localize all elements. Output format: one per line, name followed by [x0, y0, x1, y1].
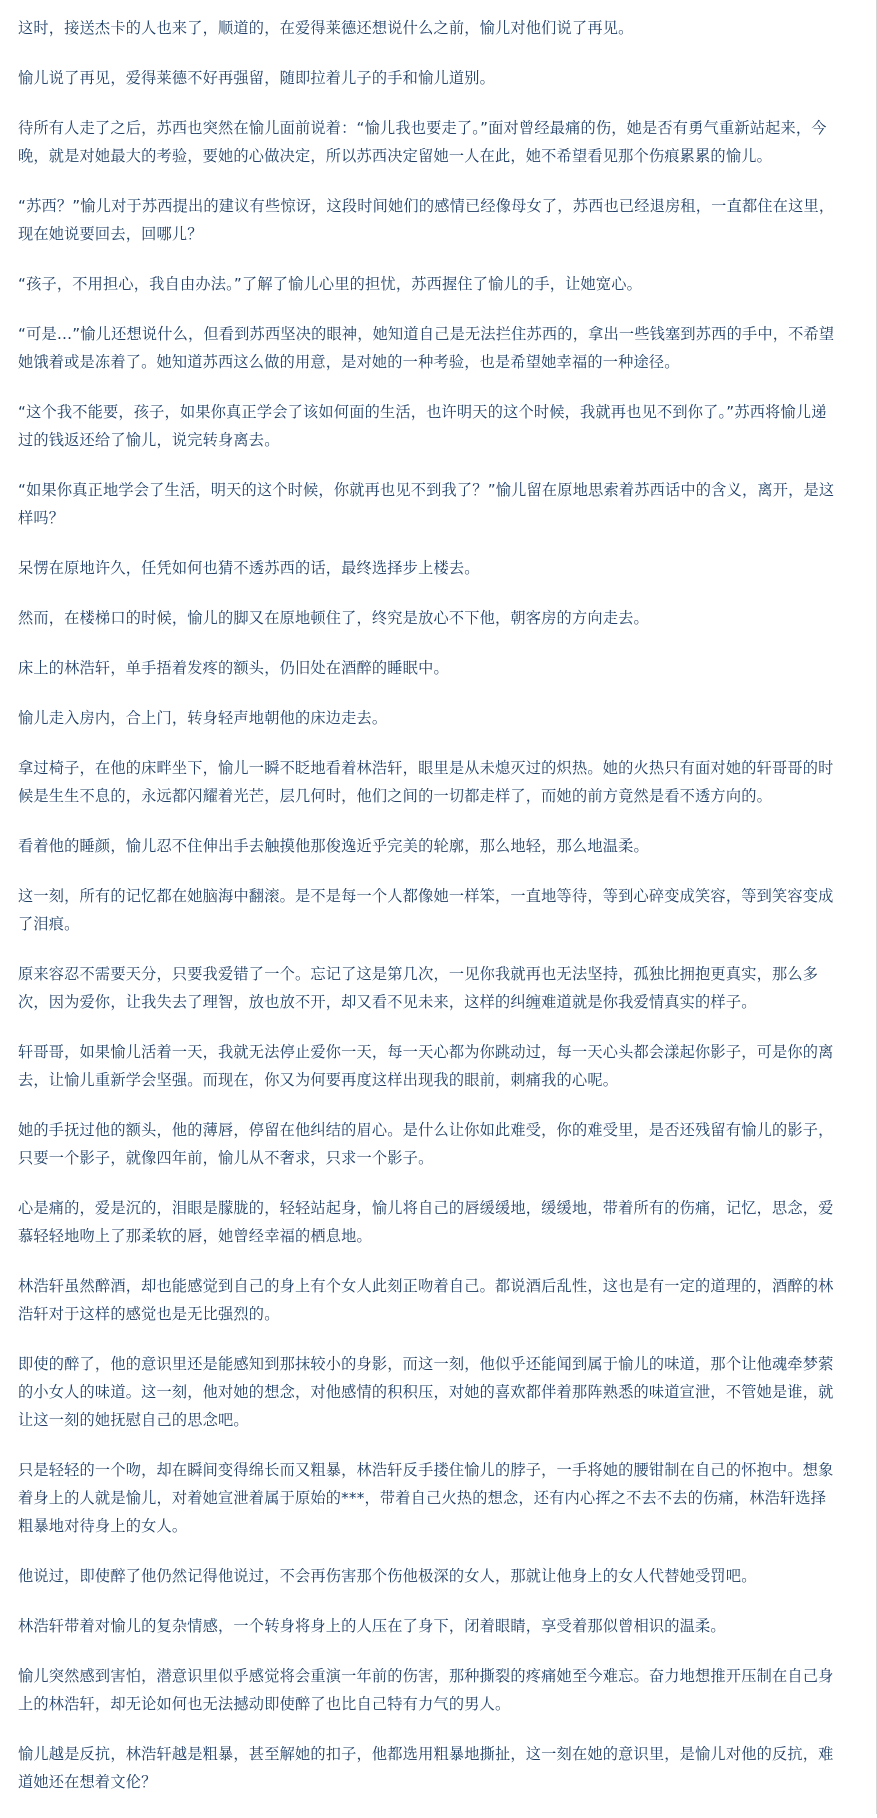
paragraph: “苏西？”愉儿对于苏西提出的建议有些惊讶，这段时间她们的感情已经像母女了，苏西也已经退房租，一直都住在这里，现在她说要回去，回哪儿？ [18, 197, 835, 243]
paragraph: 这一刻，所有的记忆都在她脑海中翻滚。是不是每一个人都像她一样笨，一直地等待，等到心碎变成笑容，等到笑容变成了泪痕。 [18, 887, 834, 933]
paragraph: 原来容忍不需要天分，只要我爱错了一个。忘记了这是第几次，一见你我就再也无法坚持，孤独比拥抱更真实，那么多次，因为爱你，让我失去了理智，放也放不开，却又看不见未来，这样的纠缠难道就是你我爱情真实的样子。 [18, 965, 819, 1011]
paragraph: 这时，接送杰卡的人也来了，顺道的，在爱得莱德还想说什么之前，愉儿对他们说了再见。 [18, 19, 634, 37]
paragraph: 林浩轩带着对愉儿的复杂情感，一个转身将身上的人压在了身下，闭着眼睛，享受着那似曾相识的温柔。 [18, 1617, 726, 1635]
article-body [18, 14, 840, 1818]
paragraph: 愉儿越是反抗，林浩轩越是粗暴，甚至解她的扣子，他都选用粗暴地撕扯，这一刻在她的意识里，是愉儿对他的反抗，难道她还在想着文伦？ [18, 1745, 834, 1791]
paragraph: “这个我不能要，孩子，如果你真正学会了该如何面的生活，也许明天的这个时候，我就再也见不到你了。”苏西将愉儿递过的钱返还给了愉儿，说完转身离去。 [18, 403, 827, 449]
paragraph: 他说过，即使醉了他仍然记得他说过，不会再伤害那个伤他极深的女人，那就让他身上的女人代替她受罚吧。 [18, 1567, 757, 1585]
paragraph: 愉儿突然感到害怕，潜意识里似乎感觉将会重演一年前的伤害，那种撕裂的疼痛她至今难忘。奋力地想推开压制在自己身上的林浩轩，却无论如何也无法撼动即使醉了也比自己特有力气的男人。 [18, 1667, 834, 1713]
paragraph: 看着他的睡颜，愉儿忍不住伸出手去触摸他那俊逸近乎完美的轮廓，那么地轻，那么地温柔。 [18, 837, 649, 855]
paragraph: 即使的醉了，他的意识里还是能感知到那抹较小的身影，而这一刻，他似乎还能闻到属于愉儿的味道，那个让他魂牵梦萦的小女人的味道。这一刻，他对她的想念，对他感情的积积压，对她的喜欢都伴着那阵熟悉的味道宣泄，不管她是谁，就让这一刻的她抚慰自己的思念吧。 [18, 1355, 834, 1429]
paragraph: 呆愣在原地许久，任凭如何也猜不透苏西的话，最终选择步上楼去。 [18, 559, 480, 577]
paragraph: 心是痛的，爱是沉的，泪眼是朦胧的，轻轻站起身，愉儿将自己的唇缓缓地，缓缓地，带着所有的伤痛，记忆，思念，爱慕轻轻地吻上了那柔软的唇，她曾经幸福的栖息地。 [18, 1199, 834, 1245]
paragraph: “如果你真正地学会了生活，明天的这个时候，你就再也见不到我了？”愉儿留在原地思索着苏西话中的含义，离开，是这样吗？ [18, 481, 835, 527]
paragraph: 愉儿走入房内，合上门，转身轻声地朝他的床边走去。 [18, 709, 388, 727]
paragraph: 她的手抚过他的额头，他的薄唇，停留在他纠结的眉心。是什么让你如此难受，你的难受里，是否还残留有愉儿的影子，只要一个影子，就像四年前，愉儿从不奢求，只求一个影子。 [18, 1121, 834, 1167]
paragraph: 轩哥哥，如果愉儿活着一天，我就无法停止爱你一天，每一天心都为你跳动过，每一天心头都会漾起你影子，可是你的离去，让愉儿重新学会坚强。而现在，你又为何要再度这样出现我的眼前，刺痛我的心呢。 [18, 1043, 834, 1089]
paragraph: 愉儿说了再见，爱得莱德不好再强留，随即拉着儿子的手和愉儿道别。 [18, 69, 496, 87]
paragraph: “孩子，不用担心，我自由办法。”了解了愉儿心里的担忧，苏西握住了愉儿的手，让她宽心。 [18, 275, 643, 293]
paragraph: 拿过椅子，在他的床畔坐下，愉儿一瞬不眨地看着林浩轩，眼里是从未熄灭过的炽热。她的火热只有面对她的轩哥哥的时候是生生不息的，永远都闪耀着光芒，层几何时，他们之间的一切都走样了，而她的前方竟然是看不透方向的。 [18, 759, 834, 805]
paragraph: 然而，在楼梯口的时候，愉儿的脚又在原地顿住了，终究是放心不下他，朝客房的方向走去。 [18, 609, 649, 627]
paragraph: 林浩轩虽然醉酒，却也能感觉到自己的身上有个女人此刻正吻着自己。都说酒后乱性，这也是有一定的道理的，酒醉的林浩轩对于这样的感觉也是无比强烈的。 [18, 1277, 834, 1323]
paragraph: 待所有人走了之后，苏西也突然在愉儿面前说着：“愉儿我也要走了。”面对曾经最痛的伤，她是否有勇气重新站起来，今晚，就是对她最大的考验，要她的心做决定，所以苏西决定留她一人在此，她不希望看见那个伤痕累累的愉儿。 [18, 119, 827, 165]
paragraph: 只是轻轻的一个吻，却在瞬间变得绵长而又粗暴，林浩轩反手搂住愉儿的脖子，一手将她的腰钳制在自己的怀抱中。想象着身上的人就是愉儿，对着她宣泄着属于原始的***，带着自己火热的想念，还有内心挥之不去不去的伤痛，林浩轩选择粗暴地对待身上的女人。 [18, 1461, 834, 1535]
paragraph: 床上的林浩轩，单手捂着发疼的额头，仍旧处在酒醉的睡眠中。 [18, 659, 449, 677]
paragraph: “可是…”愉儿还想说什么，但看到苏西坚决的眼神，她知道自己是无法拦住苏西的，拿出一些钱塞到苏西的手中，不希望她饿着或是冻着了。她知道苏西这么做的用意，是对她的一种考验，也是希望她幸福的一种途径。 [18, 325, 835, 371]
